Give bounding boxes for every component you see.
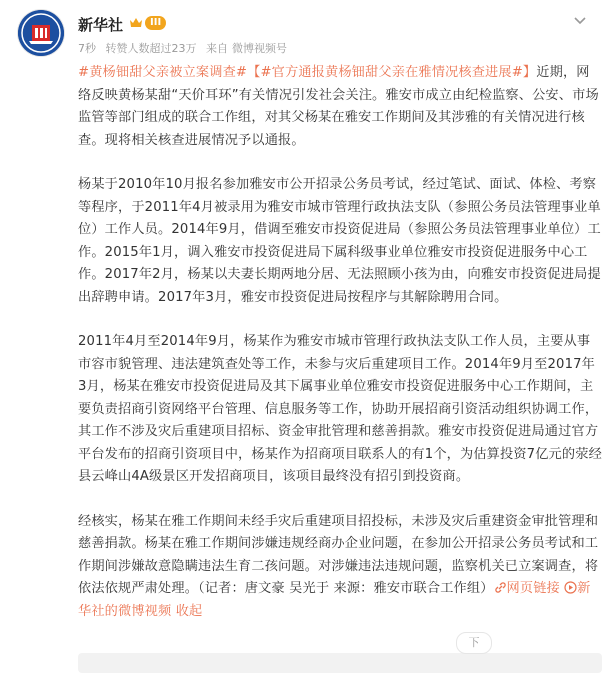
post-content: [78, 62, 602, 623]
xinhua-logo-icon: [18, 10, 64, 56]
next-button[interactable]: 下: [456, 632, 492, 654]
source-prefix: 来自: [206, 42, 228, 55]
video-link-label: 新华社的微博视频: [78, 581, 591, 619]
paragraph-3: 2011年4月至2014年9月，杨某作为雅安市城市管理行政执法支队工作人员，主要从事市容市貌管理、违法建筑查处等工作，未参与灾后重建项目工作。2014年9月至2017年3月，杨某在雅安市投资促进局及其下属事业单位雅安市投资促进服务中心工作期间，主要负责招商引资网络平台管理、信息服务等工作，协助开展招商引资活动组织协调工作，其工作不涉及灾后重建项目招标、资金审批管理和慈善捐款。雅安市投资促进局通过官方平台发布的招商引资项目中，杨某作为招商项目联系人的有1个，为估算投资7亿元的荥经县云峰山4A级景区开发招商项目，该项目最终没有招引到投资商。: [78, 334, 602, 484]
paragraph-4: [78, 511, 602, 624]
paragraph-1-text: 近期，网络反映黄杨某甜“天价耳环”有关情况引发社会关注。雅安市成立由纪检监察、公安、市场监管等部门组成的联合工作组，对其父杨某在雅安工作期间及其涉雅的有关情况进行核查。现将相关核查进展情况予以通报。: [78, 65, 599, 148]
post-meta: [78, 40, 293, 56]
crown-icon: [129, 16, 143, 30]
paragraph-1: [78, 62, 602, 152]
next-card-preview: [78, 653, 602, 673]
avatar[interactable]: [18, 10, 64, 56]
web-link-label: 网页链接: [506, 581, 560, 596]
topic-tag-2[interactable]: 【#官方通报黄杨钿甜父亲在雅情况核查进展#】: [247, 65, 537, 80]
level-text: III: [145, 16, 166, 30]
source-name[interactable]: 微博视频号: [232, 42, 287, 55]
user-level-badge[interactable]: [125, 15, 170, 31]
collapse-link[interactable]: 收起: [175, 603, 203, 619]
author-name[interactable]: 新华社: [78, 16, 124, 34]
link-icon: [494, 581, 507, 594]
paragraph-4-text: 经核实，杨某在雅工作期间未经手灾后重建项目招投标，未涉及灾后重建资金审批管理和慈善捐款。杨某在雅工作期间涉嫌违规经商办企业问题，在参加公开招录公务员考试和工作期间涉嫌故意隐瞒违法生育二孩问题。对涉嫌违法违规问题，监察机关已立案调查，将依法依规严肃处理。（记者：唐文豪 吴光于 来源：雅安市联合工作组）: [78, 513, 599, 596]
topic-tag-1[interactable]: #黄杨钿甜父亲被立案调查#: [78, 65, 248, 80]
post-header: [0, 0, 607, 58]
paragraph-2: 杨某于2010年10月报名参加雅安市公开招录公务员考试，经过笔试、面试、体检、考察等程序，于2011年4月被录用为雅安市城市管理行政执法支队（参照公务员法管理事业单位）工作人员。2014年9月，借调至雅安市投资促进局（参照公务员法管理事业单位）工作。2015年1月，调入雅安市投资促进局下属科级事业单位雅安市投资促进服务中心工作。2017年2月，杨某以夫妻长期两地分居、无法照顾小孩为由，向雅安市投资促进局提出辞聘申请。2017年3月，雅安市投资促进局按程序与其解除聘用合同。: [78, 177, 601, 305]
chevron-down-icon[interactable]: [571, 12, 589, 30]
post-time[interactable]: 7秒: [78, 42, 96, 55]
web-link[interactable]: [494, 581, 560, 596]
repost-count: 转赞人数超过23万: [105, 42, 197, 55]
video-play-icon: [564, 581, 577, 594]
